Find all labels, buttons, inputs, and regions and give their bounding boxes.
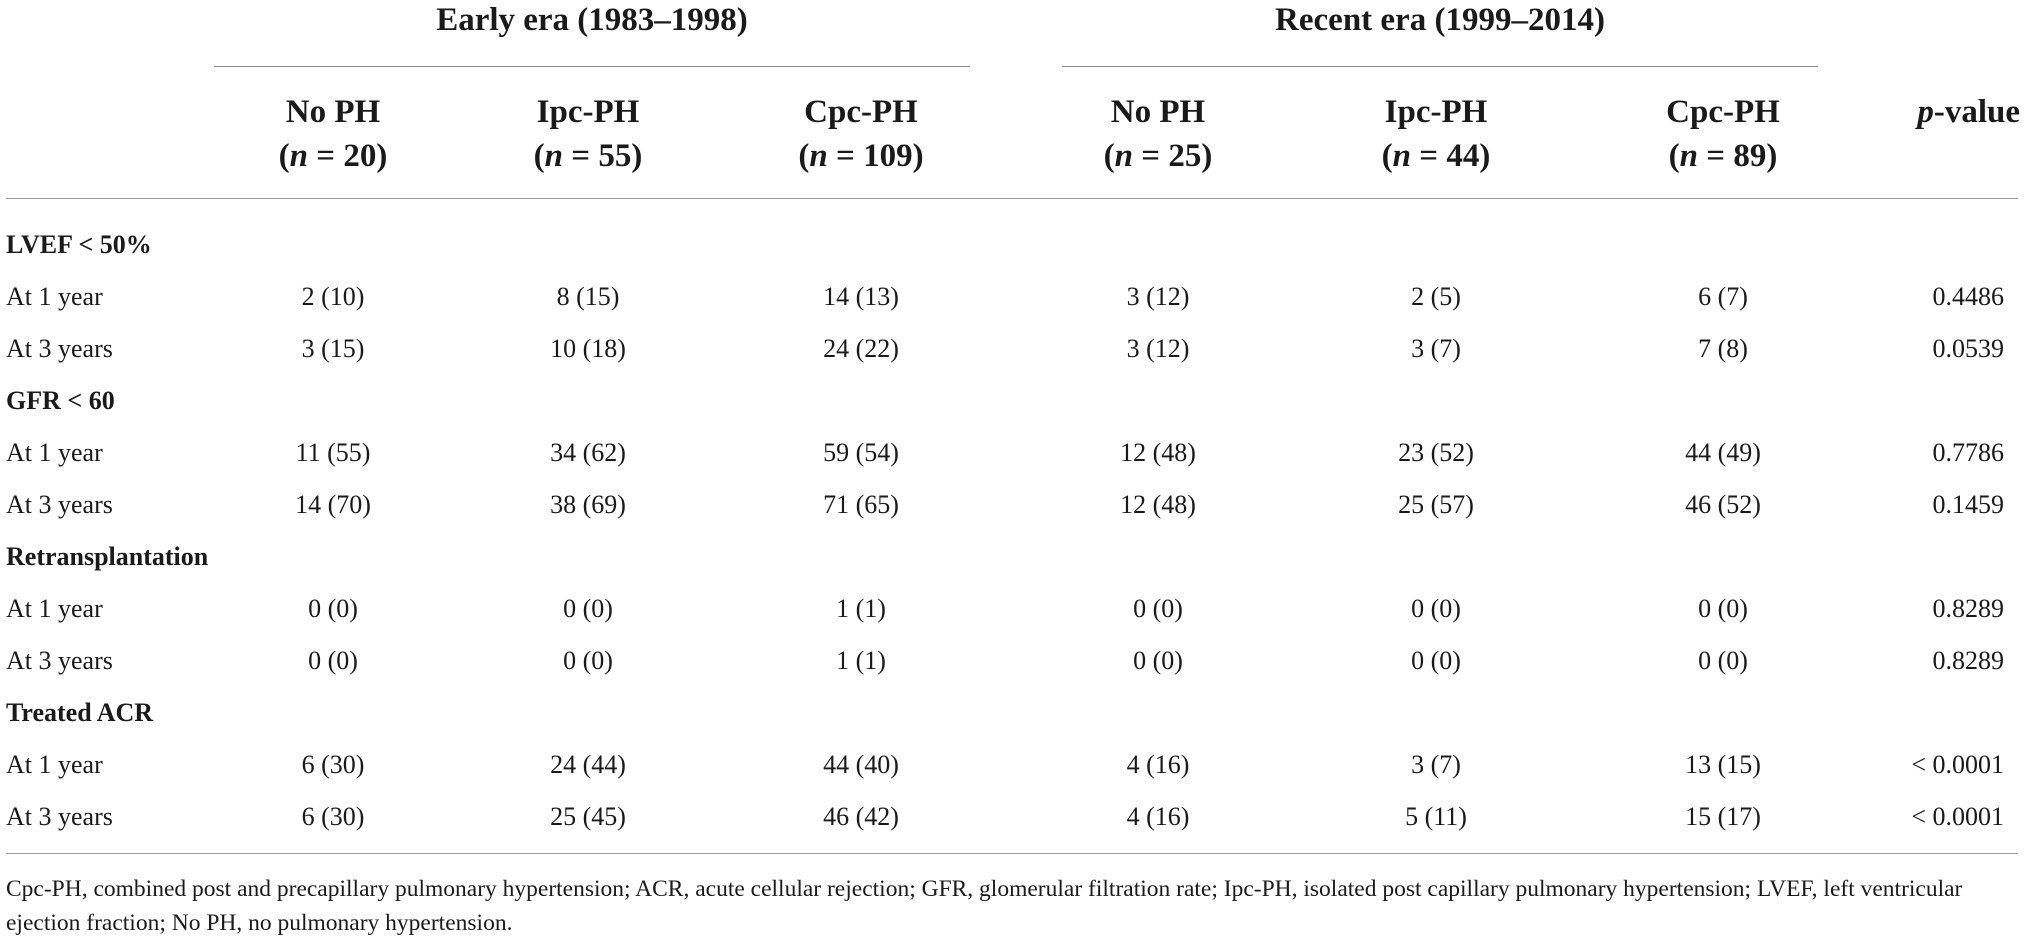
table-cell: 44 (40)	[823, 750, 899, 779]
table-cell: 6 (7)	[1698, 282, 1748, 311]
table-cell: 11 (55)	[295, 438, 371, 467]
column-header	[1603, 90, 1843, 178]
pvalue-cell: 0.1459	[1932, 490, 2004, 519]
section-row	[0, 381, 2026, 421]
table-cell: 0 (0)	[1411, 646, 1461, 675]
table-row	[0, 277, 2026, 317]
table-cell: 25 (45)	[550, 802, 626, 831]
table-cell: 0 (0)	[563, 646, 613, 675]
table-row	[0, 641, 2026, 681]
table-cell: 25 (57)	[1398, 490, 1474, 519]
era-rule-early	[214, 66, 970, 67]
row-label: At 3 years	[6, 802, 113, 831]
table-cell: 2 (10)	[301, 282, 365, 311]
pvalue-cell: < 0.0001	[1911, 802, 2004, 831]
table-cell: 0 (0)	[1698, 594, 1748, 623]
table-cell: 6 (30)	[301, 750, 365, 779]
table-cell: 0 (0)	[308, 646, 358, 675]
table-cell: 0 (0)	[1698, 646, 1748, 675]
section-row	[0, 693, 2026, 733]
column-header	[213, 90, 453, 178]
table-cell: 12 (48)	[1120, 490, 1196, 519]
table-cell: 3 (12)	[1126, 282, 1190, 311]
table-cell: 3 (7)	[1411, 750, 1461, 779]
table-cell: 10 (18)	[550, 334, 626, 363]
section-label: Retransplantation	[6, 542, 209, 571]
table-row	[0, 433, 2026, 473]
column-header-count: (n = 25)	[1103, 138, 1213, 174]
section-row	[0, 225, 2026, 265]
column-header-count: (n = 20)	[278, 138, 388, 174]
table-row	[0, 745, 2026, 785]
table-cell: 7 (8)	[1698, 334, 1748, 363]
column-header-count: (n = 44)	[1381, 138, 1491, 174]
table-cell: 23 (52)	[1398, 438, 1474, 467]
table-cell: 44 (49)	[1685, 438, 1761, 467]
row-label: At 3 years	[6, 646, 113, 675]
section-label: Treated ACR	[6, 698, 154, 727]
row-label: At 1 year	[6, 750, 103, 779]
column-header	[468, 90, 708, 178]
table-cell: 24 (22)	[823, 334, 899, 363]
table-row	[0, 797, 2026, 837]
section-label: LVEF < 50%	[6, 230, 152, 259]
column-header-name: Ipc-PH	[536, 94, 640, 130]
column-header-count: (n = 109)	[798, 138, 924, 174]
table-cell: 13 (15)	[1685, 750, 1761, 779]
table-cell: 1 (1)	[836, 594, 886, 623]
table-cell: 14 (70)	[295, 490, 371, 519]
column-header-count: (n = 89)	[1668, 138, 1778, 174]
section-label: GFR < 60	[6, 386, 115, 415]
table-cell: 34 (62)	[550, 438, 626, 467]
pvalue-cell: < 0.0001	[1911, 750, 2004, 779]
table-cell: 4 (16)	[1126, 750, 1190, 779]
table-cell: 3 (7)	[1411, 334, 1461, 363]
pvalue-header: p-value	[1917, 94, 2020, 130]
era-header-recent: Recent era (1999–2014)	[1275, 2, 1605, 38]
row-label: At 1 year	[6, 282, 103, 311]
column-header-name: No PH	[1110, 94, 1206, 130]
column-header-name: Ipc-PH	[1384, 94, 1488, 130]
table-cell: 6 (30)	[301, 802, 365, 831]
table-cell: 59 (54)	[823, 438, 899, 467]
table-cell: 24 (44)	[550, 750, 626, 779]
row-label: At 3 years	[6, 334, 113, 363]
table-cell: 2 (5)	[1411, 282, 1461, 311]
era-header-early: Early era (1983–1998)	[436, 2, 748, 38]
table-cell: 38 (69)	[550, 490, 626, 519]
table-footnote: Cpc-PH, combined post and precapillary pulmonary hypertension; ACR, acute cellular rejection; GFR, glomerular filtration rate; Ipc-PH, isolated post capillary pulmonary hypertension; LVEF, left ventricular ejection fraction; No PH, no pulmonary hypertension.	[6, 876, 1963, 936]
table-cell: 1 (1)	[836, 646, 886, 675]
table-cell: 14 (13)	[823, 282, 899, 311]
table-cell: 0 (0)	[308, 594, 358, 623]
table-cell: 3 (12)	[1126, 334, 1190, 363]
table-cell: 71 (65)	[823, 490, 899, 519]
column-header	[1038, 90, 1278, 178]
column-header-name: No PH	[285, 94, 381, 130]
table-cell: 46 (52)	[1685, 490, 1761, 519]
column-header	[1316, 90, 1556, 178]
pvalue-cell: 0.8289	[1932, 594, 2004, 623]
column-header-count: (n = 55)	[533, 138, 643, 174]
table-cell: 0 (0)	[563, 594, 613, 623]
pvalue-cell: 0.7786	[1932, 438, 2004, 467]
column-header	[741, 90, 981, 178]
section-row	[0, 537, 2026, 577]
header-divider	[6, 198, 2018, 199]
table-cell: 4 (16)	[1126, 802, 1190, 831]
table-cell: 0 (0)	[1411, 594, 1461, 623]
era-rule-recent	[1062, 66, 1818, 67]
table-cell: 0 (0)	[1133, 646, 1183, 675]
table-row	[0, 485, 2026, 525]
column-header-name: Cpc-PH	[804, 94, 918, 130]
table-row	[0, 589, 2026, 629]
table-row	[0, 329, 2026, 369]
row-label: At 1 year	[6, 438, 103, 467]
table-cell: 46 (42)	[823, 802, 899, 831]
column-header-name: Cpc-PH	[1666, 94, 1780, 130]
table-cell: 15 (17)	[1685, 802, 1761, 831]
table-cell: 3 (15)	[301, 334, 365, 363]
table-cell: 5 (11)	[1405, 802, 1467, 831]
pvalue-cell: 0.0539	[1932, 334, 2004, 363]
table-bottom-divider	[6, 853, 2018, 854]
table-cell: 8 (15)	[556, 282, 620, 311]
row-label: At 3 years	[6, 490, 113, 519]
row-label: At 1 year	[6, 594, 103, 623]
pvalue-cell: 0.4486	[1932, 282, 2004, 311]
table-cell: 0 (0)	[1133, 594, 1183, 623]
pvalue-cell: 0.8289	[1932, 646, 2004, 675]
table-cell: 12 (48)	[1120, 438, 1196, 467]
